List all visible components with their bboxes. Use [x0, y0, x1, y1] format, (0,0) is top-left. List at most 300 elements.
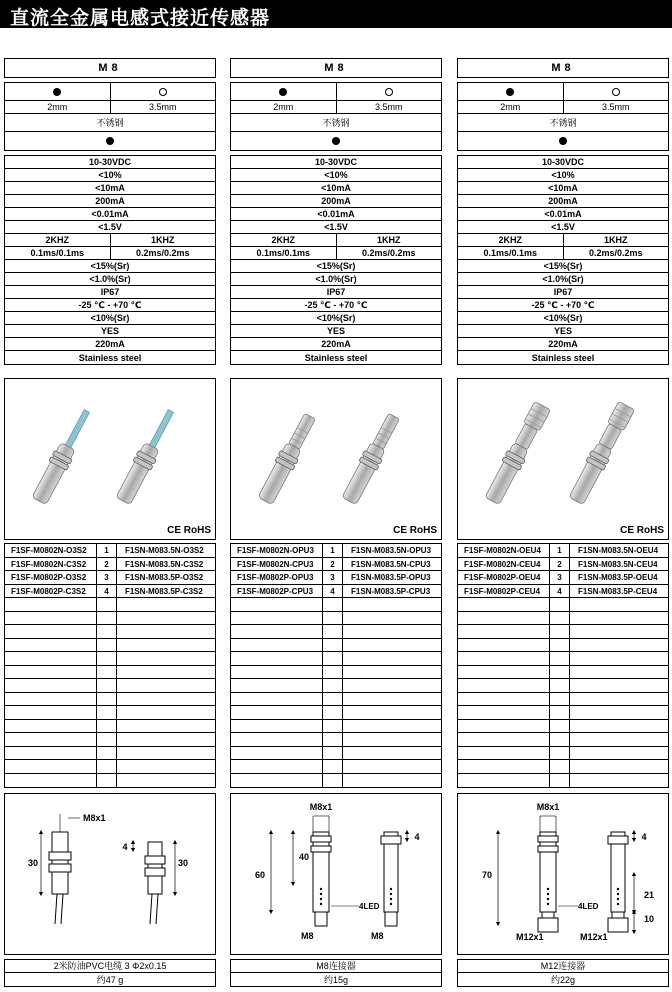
- response-time-flush: 0.1ms/0.1ms: [483, 248, 538, 258]
- size-title: M8: [324, 62, 348, 74]
- weight-row: [458, 973, 668, 986]
- weight: 约15g: [323, 974, 349, 985]
- hollow-circle-icon: [385, 88, 393, 96]
- spec-box: [457, 155, 669, 365]
- connection-type: M8连接器: [316, 961, 356, 971]
- weight: 约22g: [550, 974, 576, 985]
- material-label: 不锈钢: [322, 117, 350, 128]
- row-index: [97, 706, 117, 719]
- spec-row: [5, 260, 215, 273]
- connection-type: M12连接器: [540, 961, 586, 971]
- row-index: [550, 720, 570, 733]
- connection-type-row: [231, 960, 441, 973]
- dimension-label: 21: [644, 890, 655, 900]
- spec-row: [458, 182, 668, 195]
- spec-value: <0.01mA: [317, 209, 355, 219]
- row-index: [550, 693, 570, 706]
- frequency-nonflush: 1KHZ: [563, 234, 669, 246]
- table-row: [5, 612, 215, 626]
- part-number-flush: [458, 612, 550, 625]
- part-number-nonflush: [117, 747, 215, 760]
- weight: 约47 g: [96, 974, 124, 985]
- dimension-drawing: [230, 793, 442, 955]
- row-index: [323, 693, 343, 706]
- spec-row: [5, 286, 215, 299]
- row-index: [323, 760, 343, 773]
- part-number-nonflush: [343, 733, 441, 746]
- flush-mount-marker: [231, 83, 336, 100]
- spec-row: [458, 299, 668, 312]
- part-number-flush: F1SF-M0802N-O3S2: [5, 544, 97, 557]
- part-number-nonflush: [117, 679, 215, 692]
- part-number-nonflush: [117, 598, 215, 611]
- spec-row: [458, 260, 668, 273]
- part-number-nonflush: F1SN-M083.5P-O3S2: [125, 573, 204, 582]
- dimension-label: 60: [254, 870, 265, 880]
- row-index: [97, 747, 117, 760]
- part-number-nonflush: [117, 625, 215, 638]
- spec-row: [231, 325, 441, 338]
- table-row: [458, 774, 668, 788]
- spec-row: [231, 195, 441, 208]
- row-index: [323, 639, 343, 652]
- dimension-label: M8: [371, 931, 384, 941]
- table-row: [458, 747, 668, 761]
- row-index: [323, 625, 343, 638]
- spec-value: <10mA: [548, 183, 578, 193]
- certification-mark: CE RoHS: [620, 525, 664, 536]
- row-index: [323, 720, 343, 733]
- mount-type-row: [458, 83, 668, 101]
- part-number-flush: [5, 666, 97, 679]
- part-number-nonflush: [343, 720, 441, 733]
- part-number-flush: [458, 774, 550, 788]
- spec-row: [5, 299, 215, 312]
- spec-row: [5, 273, 215, 286]
- row-index: [323, 666, 343, 679]
- spec-row: [458, 338, 668, 351]
- part-number-nonflush: [570, 747, 668, 760]
- part-number-nonflush: [570, 733, 668, 746]
- dimension-label: 70: [481, 870, 492, 880]
- part-number-nonflush: [343, 639, 441, 652]
- frequency-row: [458, 234, 668, 247]
- row-index: 1: [97, 544, 117, 557]
- part-number-flush: [5, 625, 97, 638]
- part-number-flush: [5, 639, 97, 652]
- response-time-nonflush: 0.2ms/0.2ms: [336, 247, 442, 259]
- part-number-flush: [231, 706, 323, 719]
- table-row: [458, 598, 668, 612]
- spec-value: <10%: [551, 170, 575, 180]
- spec-value: <15%(Sr): [90, 261, 130, 271]
- part-number-flush: [231, 652, 323, 665]
- material-marker-row: [5, 132, 215, 150]
- row-index: [550, 639, 570, 652]
- table-row: [458, 571, 668, 585]
- part-number-nonflush: [117, 666, 215, 679]
- spec-row: [231, 208, 441, 221]
- part-number-flush: [231, 666, 323, 679]
- page-title: 直流全金属电感式接近传感器: [10, 7, 271, 29]
- part-number-flush: [5, 720, 97, 733]
- dimension-label: M8x1: [309, 802, 333, 812]
- size-box: [230, 58, 442, 78]
- certification-mark: CE RoHS: [393, 525, 437, 536]
- part-number-nonflush: F1SN-M083.5N-C3S2: [125, 559, 204, 569]
- spec-value: 10-30VDC: [541, 157, 585, 167]
- spec-value: <10%(Sr): [316, 313, 356, 323]
- spec-row: [231, 299, 441, 312]
- table-row: [5, 598, 215, 612]
- table-row: [458, 612, 668, 626]
- part-number-flush: F1SF-M0802N-CPU3: [231, 558, 323, 571]
- connection-type: 2米防油PVC电缆 3 Φ2x0.15: [53, 961, 167, 971]
- part-number-nonflush: F1SN-M083.5P-CEU4: [578, 586, 658, 596]
- nonflush-mount-marker: [563, 83, 669, 100]
- part-number-nonflush: [570, 652, 668, 665]
- filled-dot-icon: [279, 88, 287, 96]
- spec-value: <10%: [324, 170, 348, 180]
- filled-dot-icon: [332, 137, 340, 145]
- spec-value: <0.01mA: [91, 209, 129, 219]
- response-time-flush: 0.1ms/0.1ms: [256, 248, 311, 258]
- table-row: [231, 706, 441, 720]
- spec-value: <1.0%(Sr): [542, 274, 584, 284]
- spec-value: -25 ℃ - +70 ℃: [531, 300, 595, 310]
- spec-row: [5, 351, 215, 364]
- spec-value: Stainless steel: [304, 352, 368, 363]
- spec-row: [5, 312, 215, 325]
- distance-nonflush: 3.5mm: [336, 101, 442, 113]
- part-number-nonflush: [343, 679, 441, 692]
- mount-box: [4, 82, 216, 151]
- distance-flush: 2mm: [500, 102, 521, 112]
- row-index: 3: [550, 571, 570, 584]
- row-index: [550, 666, 570, 679]
- spec-row: [458, 156, 668, 169]
- row-index: [97, 679, 117, 692]
- table-row: [231, 760, 441, 774]
- part-number-flush: [5, 612, 97, 625]
- row-index: [550, 747, 570, 760]
- hollow-circle-icon: [612, 88, 620, 96]
- part-number-nonflush: F1SN-M083.5N-OEU4: [578, 546, 659, 555]
- part-number-nonflush: F1SN-M083.5N-CEU4: [578, 559, 658, 569]
- spec-row: [231, 351, 441, 364]
- mount-box: [230, 82, 442, 151]
- sensor-image: [256, 412, 319, 506]
- part-number-table: [457, 543, 669, 788]
- table-row: [231, 693, 441, 707]
- part-number-nonflush: [570, 679, 668, 692]
- row-index: [97, 720, 117, 733]
- part-number-flush: F1SF-M0802N-OEU4: [458, 544, 550, 557]
- part-number-nonflush: [117, 639, 215, 652]
- table-row: [458, 625, 668, 639]
- part-number-nonflush: F1SN-M083.5P-C3S2: [125, 586, 203, 596]
- part-number-flush: [231, 639, 323, 652]
- table-row: [458, 652, 668, 666]
- part-number-flush: [458, 747, 550, 760]
- mount-box: [457, 82, 669, 151]
- table-row: [5, 558, 215, 572]
- spec-value: YES: [553, 326, 572, 336]
- part-number-nonflush: [117, 774, 215, 788]
- dimension-label: 30: [27, 858, 39, 868]
- spec-value: <10%: [98, 170, 122, 180]
- table-row: [5, 625, 215, 639]
- table-row: [231, 747, 441, 761]
- part-number-flush: [458, 666, 550, 679]
- table-row: [5, 693, 215, 707]
- distance-row: [458, 101, 668, 114]
- connection-info: [4, 959, 216, 987]
- part-number-flush: [5, 693, 97, 706]
- table-row: [458, 558, 668, 572]
- dimension-label: M8: [301, 931, 314, 941]
- spec-row: [458, 273, 668, 286]
- frequency-row: [231, 234, 441, 247]
- row-index: 3: [97, 571, 117, 584]
- frequency-flush: 2KHZ: [498, 235, 522, 245]
- row-index: 1: [550, 544, 570, 557]
- table-row: [231, 544, 441, 558]
- dimension-drawing: [457, 793, 669, 955]
- dimension-label: M12x1: [580, 932, 608, 942]
- material-label: 不锈钢: [549, 117, 577, 128]
- row-index: 4: [323, 585, 343, 598]
- part-number-flush: [231, 733, 323, 746]
- row-index: [323, 706, 343, 719]
- response-time-row: [458, 247, 668, 260]
- material-label: 不锈钢: [96, 117, 124, 128]
- row-index: 3: [323, 571, 343, 584]
- filled-dot-icon: [506, 88, 514, 96]
- dimension-label: 4LED: [359, 902, 380, 911]
- part-number-nonflush: [570, 693, 668, 706]
- row-index: [323, 679, 343, 692]
- mount-type-row: [5, 83, 215, 101]
- part-number-nonflush: F1SN-M083.5P-OPU3: [351, 573, 431, 582]
- spec-row: [231, 338, 441, 351]
- spec-row: [5, 182, 215, 195]
- part-number-nonflush: F1SN-M083.5N-CPU3: [351, 559, 431, 569]
- distance-nonflush: 3.5mm: [110, 101, 216, 113]
- row-index: [323, 774, 343, 788]
- spec-value: Stainless steel: [78, 352, 142, 363]
- frequency-flush: 2KHZ: [45, 235, 69, 245]
- row-index: [550, 612, 570, 625]
- part-number-nonflush: [570, 625, 668, 638]
- table-row: [458, 679, 668, 693]
- mount-type-row: [231, 83, 441, 101]
- row-index: 2: [97, 558, 117, 571]
- table-row: [458, 720, 668, 734]
- spec-row: [231, 260, 441, 273]
- part-number-table: [4, 543, 216, 788]
- dimension-label: 10: [644, 914, 655, 924]
- response-time-flush: 0.1ms/0.1ms: [30, 248, 85, 258]
- table-row: [231, 652, 441, 666]
- part-number-flush: [231, 612, 323, 625]
- part-number-flush: [5, 747, 97, 760]
- product-photo: [4, 378, 216, 540]
- spec-row: [5, 338, 215, 351]
- spec-value: IP67: [326, 287, 346, 297]
- part-number-nonflush: F1SN-M083.5N-O3S2: [125, 546, 204, 555]
- row-index: [97, 598, 117, 611]
- spec-value: YES: [100, 326, 119, 336]
- spec-value: <15%(Sr): [543, 261, 583, 271]
- row-index: [550, 679, 570, 692]
- row-index: [550, 652, 570, 665]
- part-number-flush: F1SF-M0802P-CEU4: [458, 585, 550, 598]
- spec-row: [5, 156, 215, 169]
- spec-row: [231, 156, 441, 169]
- row-index: [550, 760, 570, 773]
- part-number-nonflush: [343, 612, 441, 625]
- material-marker-row: [458, 132, 668, 150]
- size-box: [4, 58, 216, 78]
- part-number-flush: [458, 652, 550, 665]
- part-number-nonflush: [343, 598, 441, 611]
- filled-dot-icon: [106, 137, 114, 145]
- part-number-nonflush: [117, 612, 215, 625]
- spec-row: [231, 273, 441, 286]
- spec-row: [458, 325, 668, 338]
- part-number-flush: [231, 747, 323, 760]
- table-row: [5, 720, 215, 734]
- spec-row: [231, 312, 441, 325]
- part-number-nonflush: [117, 652, 215, 665]
- table-row: [5, 774, 215, 788]
- response-time-row: [5, 247, 215, 260]
- part-number-flush: [5, 679, 97, 692]
- spec-row: [5, 325, 215, 338]
- size-title: M8: [551, 62, 575, 74]
- flush-mount-marker: [458, 83, 563, 100]
- row-index: 2: [550, 558, 570, 571]
- dimension-label: M8x1: [536, 802, 560, 812]
- spec-value: 200mA: [548, 196, 578, 206]
- part-number-nonflush: [343, 747, 441, 760]
- part-number-flush: F1SF-M0802N-CEU4: [458, 558, 550, 571]
- table-row: [5, 733, 215, 747]
- spec-value: IP67: [100, 287, 120, 297]
- spec-value: <10mA: [95, 183, 125, 193]
- table-row: [231, 625, 441, 639]
- dimension-label: 40: [299, 852, 310, 862]
- spec-row: [5, 195, 215, 208]
- part-number-flush: [458, 639, 550, 652]
- spec-row: [458, 286, 668, 299]
- spec-row: [231, 221, 441, 234]
- spec-value: 10-30VDC: [314, 157, 358, 167]
- certification-mark: CE RoHS: [167, 525, 211, 536]
- response-time-nonflush: 0.2ms/0.2ms: [563, 247, 669, 259]
- spec-value: -25 ℃ - +70 ℃: [304, 300, 368, 310]
- spec-value: <10mA: [321, 183, 351, 193]
- table-row: [5, 652, 215, 666]
- sensor-image: [30, 406, 96, 505]
- part-number-nonflush: [117, 720, 215, 733]
- spec-row: [231, 169, 441, 182]
- table-row: [5, 544, 215, 558]
- table-row: [458, 639, 668, 653]
- part-number-flush: [458, 625, 550, 638]
- part-number-flush: [5, 760, 97, 773]
- weight-row: [5, 973, 215, 986]
- table-row: [231, 639, 441, 653]
- part-number-nonflush: [117, 693, 215, 706]
- spec-value: <1.5V: [324, 222, 348, 232]
- table-row: [231, 666, 441, 680]
- size-box: [457, 58, 669, 78]
- row-index: [97, 760, 117, 773]
- part-number-flush: [231, 693, 323, 706]
- part-number-nonflush: [570, 760, 668, 773]
- spec-value: 220mA: [95, 339, 125, 349]
- part-number-nonflush: [570, 639, 668, 652]
- part-number-flush: [5, 652, 97, 665]
- size-title: M8: [98, 62, 122, 74]
- spec-value: 220mA: [321, 339, 351, 349]
- part-number-flush: [231, 760, 323, 773]
- part-number-flush: F1SF-M0802P-OEU4: [458, 571, 550, 584]
- part-number-nonflush: [343, 706, 441, 719]
- table-row: [5, 639, 215, 653]
- row-index: [323, 733, 343, 746]
- part-number-flush: [5, 733, 97, 746]
- flush-mount-marker: [5, 83, 110, 100]
- part-number-flush: F1SF-M0802P-CPU3: [231, 585, 323, 598]
- spec-value: 200mA: [95, 196, 125, 206]
- part-number-nonflush: [343, 693, 441, 706]
- row-index: [323, 652, 343, 665]
- row-index: [550, 598, 570, 611]
- distance-row: [5, 101, 215, 114]
- spec-value: <1.0%(Sr): [315, 274, 357, 284]
- part-number-flush: [458, 760, 550, 773]
- table-row: [231, 585, 441, 599]
- table-row: [231, 733, 441, 747]
- part-number-flush: [458, 720, 550, 733]
- spec-value: Stainless steel: [531, 352, 595, 363]
- row-index: [97, 693, 117, 706]
- spec-row: [458, 208, 668, 221]
- dimension-label: 4: [414, 832, 420, 842]
- table-row: [458, 760, 668, 774]
- spec-row: [458, 221, 668, 234]
- part-number-nonflush: [343, 625, 441, 638]
- spec-value: IP67: [553, 287, 573, 297]
- spec-row: [5, 169, 215, 182]
- part-number-nonflush: [570, 720, 668, 733]
- dimension-label: 4: [122, 842, 128, 852]
- part-number-flush: [231, 598, 323, 611]
- row-index: [550, 706, 570, 719]
- frequency-flush: 2KHZ: [271, 235, 295, 245]
- sensor-image: [114, 406, 180, 505]
- table-row: [231, 598, 441, 612]
- connection-info: [457, 959, 669, 987]
- row-index: [97, 774, 117, 788]
- table-row: [231, 571, 441, 585]
- part-number-flush: F1SF-M0802P-O3S2: [5, 571, 97, 584]
- weight-row: [231, 973, 441, 986]
- row-index: [97, 639, 117, 652]
